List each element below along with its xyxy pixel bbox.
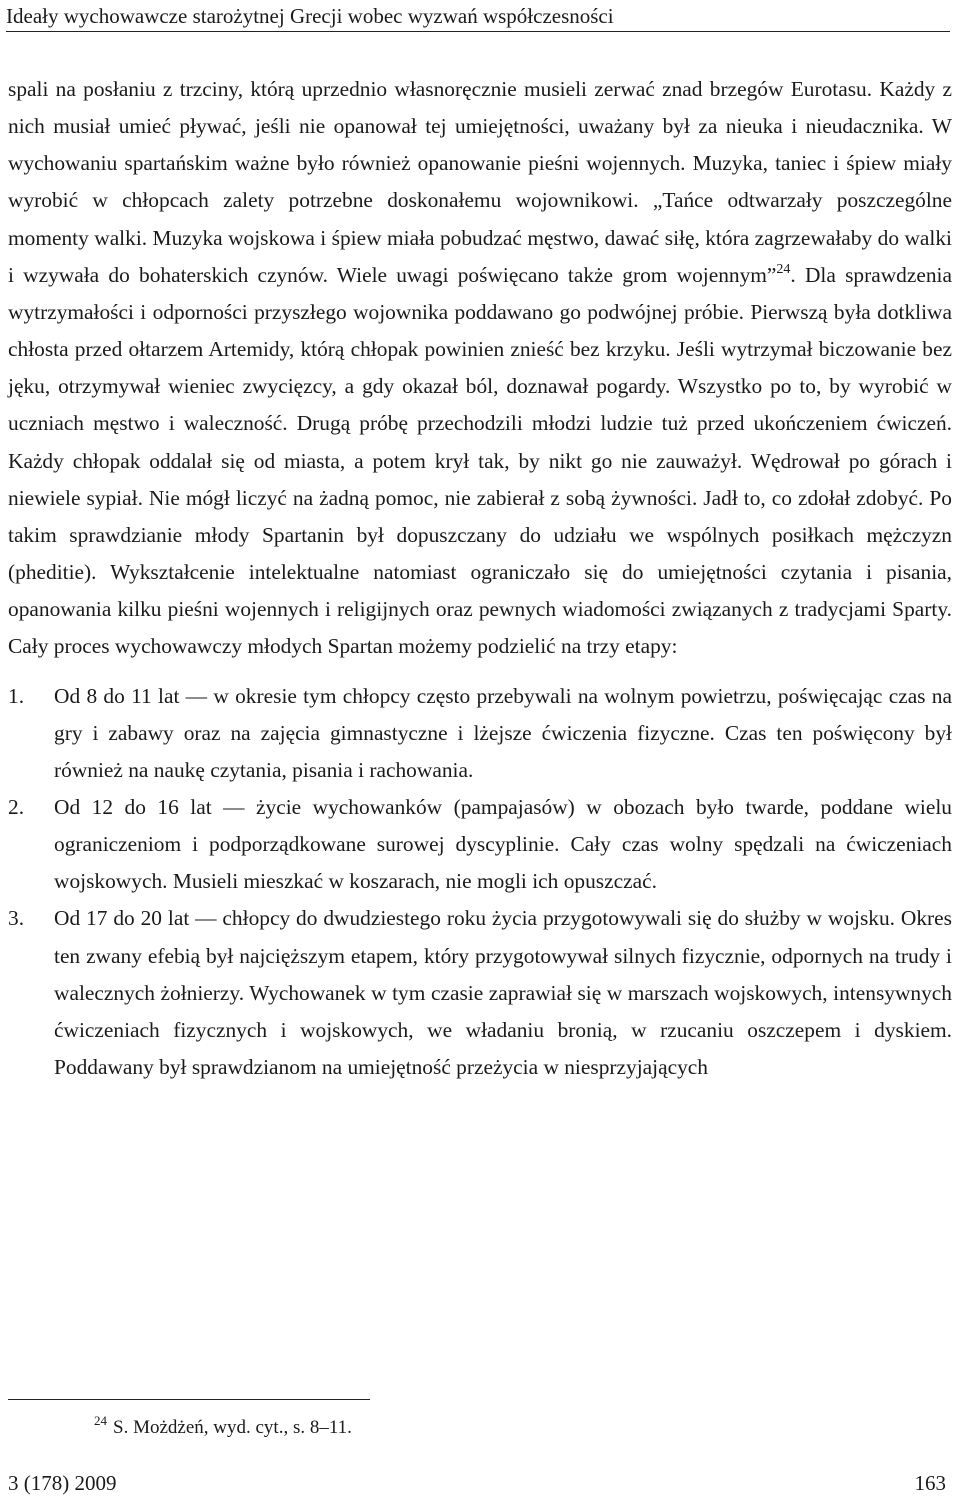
list-item-text: Od 17 do 20 lat — chłopcy do dwudziestego roku życia przygotowywali się do służby w wojsku. Okres ten zwany efebią był najcięższym etapem, który przygotowywał silnych fizycznie, odpornych na trudy i walecznych żołnierzy. Wychowanek w tym czasie zaprawiał się w marszach wojskowych, intensywnych ćwiczeniach fizycznych i wojskowych, we władaniu bronią, w rzucaniu oszczepem i dyskiem. Poddawany był sprawdzianom na umiejętność przeżycia w niesprzyjających [54, 906, 952, 1080]
footnote-mark: 24 [94, 1413, 107, 1428]
footnote-text: S. Możdżeń, wyd. cyt., s. 8–11. [113, 1417, 352, 1438]
list-number: 1. [8, 683, 25, 708]
list-number: 2. [8, 794, 25, 819]
running-header [6, 4, 950, 32]
list-item-stage-1 [8, 678, 952, 789]
body-paragraph [8, 71, 952, 666]
footnote-separator [8, 1399, 370, 1400]
footnote-reference[interactable]: 24 [776, 261, 791, 277]
paragraph-text-part-1: spali na posłaniu z trzciny, którą uprzednio własnoręcznie musieli zerwać znad brzegów Eurotasu. Każdy z nich musiał umieć pływać, jeśli nie opanował tej umiejętności, uważany był za nieuka i nieudacznika. W wychowaniu spartańskim ważne było również opanowanie pieśni wojennych. Muzyka, taniec i śpiew miały wyrobić w chłopcach zalety potrzebne doskonałemu wojownikowi. „Tańce odtwarzały poszczególne momenty walki. Muzyka wojskowa i śpiew miała pobudzać męstwo, dawać siłę, która zagrzewałaby do walki i wzywała do bohaterskich czynów. Wiele uwagi poświęcano także grom wojennym” [8, 77, 952, 287]
running-title: Ideały wychowawcze starożytnej Grecji wobec wyzwań współczesności [6, 4, 614, 28]
page-number: 163 [914, 1471, 946, 1495]
paragraph-text-part-2: . Dla sprawdzenia wytrzymałości i odporności przyszłego wojownika poddawano go podwójnej próbie. Pierwszą była dotkliwa chłosta przed ołtarzem Artemidy, którą chłopak powinien znieść bez krzyku. Jeśli wytrzymał biczowanie bez jęku, otrzymywał wieniec zwycięzcy, a gdy okazał ból, doznawał pogardy. Wszystko po to, by wyrobić w uczniach męstwo i waleczność. Drugą próbę przechodzili młodzi ludzie tuż przed ukończeniem ćwiczeń. Każdy chłopak oddalał się od miasta, a potem krył tak, by nikt go nie zauważył. Wędrował po górach i niewiele sypiał. Nie mógł liczyć na żadną pomoc, nie zabierał z sobą żywności. Jadł to, co zdołał zdobyć. Po takim sprawdzianie młody Spartanin był dopuszczany do udziału we wspólnych posiłkach mężczyzn (pheditie). Wykształcenie intelektualne natomiast ograniczało się do umiejętności czytania i pisania, opanowania kilku pieśni wojennych i religijnych oraz pewnych wiadomości związanych z tradycjami Sparty. Cały proces wychowawczy młodych Spartan możemy podzielić na trzy etapy: [8, 262, 952, 659]
footnote [94, 1413, 352, 1440]
list-item-stage-2 [8, 789, 952, 900]
list-number: 3. [8, 906, 25, 931]
list-item-stage-3 [8, 900, 952, 1086]
main-text [8, 71, 952, 1086]
page-footer [8, 1471, 946, 1495]
issue-number: 3 (178) 2009 [8, 1471, 117, 1495]
list-item-text: Od 12 do 16 lat — życie wychowanków (pampajasów) w obozach było twarde, poddane wielu ograniczeniom i podporządkowane surowej dyscyplinie. Cały czas wolny spędzali na ćwiczeniach wojskowych. Musieli mieszkać w koszarach, nie mogli ich opuszczać. [54, 794, 952, 894]
list-item-text: Od 8 do 11 lat — w okresie tym chłopcy często przebywali na wolnym powietrzu, poświęcając czas na gry i zabawy oraz na zajęcia gimnastyczne i lżejsze ćwiczenia fizyczne. Czas ten poświęcony był również na naukę czytania, pisania i rachowania. [54, 683, 952, 782]
stages-list [8, 678, 952, 1087]
